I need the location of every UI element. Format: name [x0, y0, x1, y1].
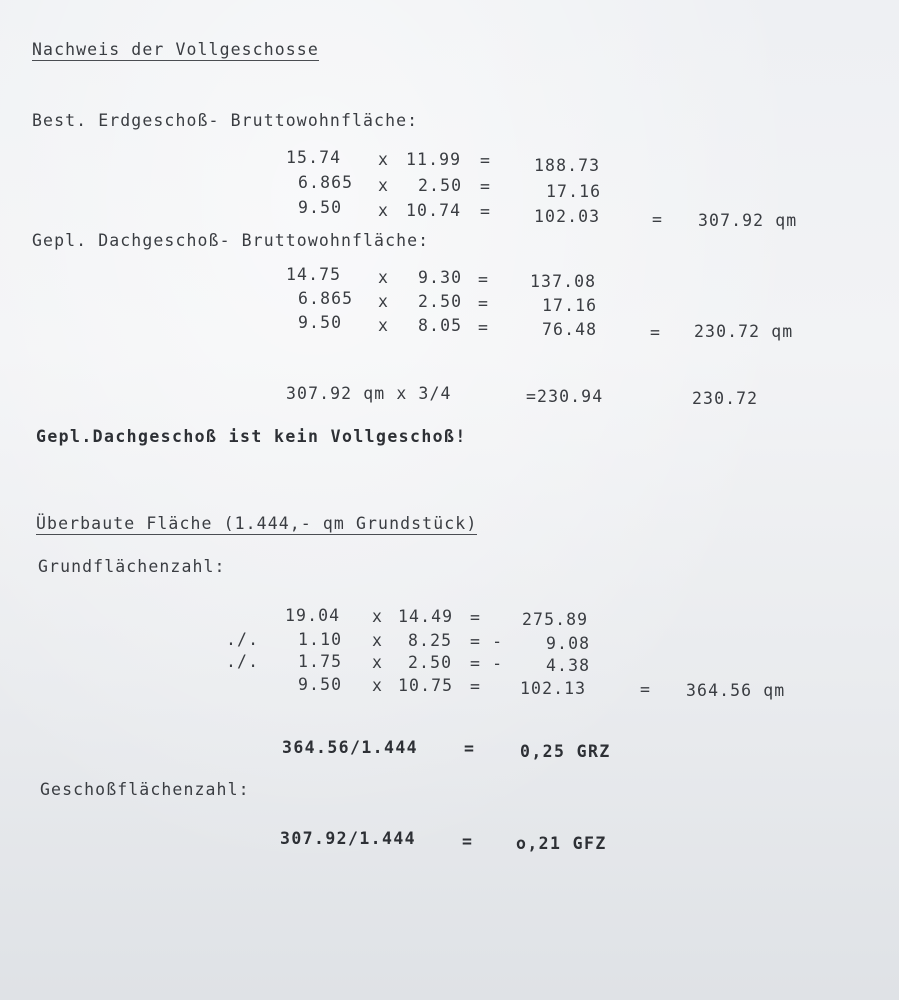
grz-value: 0,25 GRZ	[520, 742, 611, 761]
dg-row1-a: 14.75	[286, 265, 342, 284]
ub-row3-b: 2.50	[408, 653, 453, 672]
page-heading: Nachweis der Vollgeschosse	[32, 40, 319, 59]
dg-row3-eq: =	[478, 318, 490, 337]
grz-eq: =	[464, 739, 476, 758]
eg-row3-b: 10.74	[406, 201, 462, 220]
gfz-eq: =	[462, 832, 474, 851]
ub-row4-eq: =	[470, 677, 482, 696]
ub-row4-a: 9.50	[298, 675, 343, 694]
eg-row1-b: 11.99	[406, 150, 462, 169]
eg-row1-op: x	[378, 150, 390, 169]
ub-row3-result: 4.38	[546, 656, 591, 675]
dg-row2-op: x	[378, 292, 390, 311]
eg-row3-op: x	[378, 201, 390, 220]
dg-row3-op: x	[378, 316, 390, 335]
dg-total: 230.72 qm	[694, 322, 794, 341]
comparison-result: =230.94	[526, 387, 604, 406]
ub-row2-b: 8.25	[408, 631, 453, 650]
comparison-expr: 307.92 qm x 3/4	[286, 384, 452, 403]
grz-calculation: 364.56/1.444	[282, 738, 419, 757]
ub-row2-a: 1.10	[298, 630, 343, 649]
dg-row1-op: x	[378, 268, 390, 287]
dg-row2-b: 2.50	[418, 292, 463, 311]
ub-total-eq: =	[640, 680, 652, 699]
dg-row3-a: 9.50	[298, 313, 343, 332]
conclusion-text: Gepl.Dachgeschoß ist kein Vollgeschoß!	[36, 427, 467, 446]
dg-row1-result: 137.08	[530, 272, 597, 291]
dg-row1-eq: =	[478, 270, 490, 289]
dg-row2-eq: =	[478, 294, 490, 313]
erdgeschoss-label: Best. Erdgeschoß- Bruttowohnfläche:	[32, 111, 419, 130]
ub-row1-a: 19.04	[285, 606, 341, 625]
gfz-label: Geschoßflächenzahl:	[40, 780, 250, 799]
ub-row2-op: x	[372, 631, 384, 650]
eg-row3-a: 9.50	[298, 198, 343, 217]
eg-row2-result: 17.16	[546, 182, 602, 201]
ub-row1-op: x	[372, 607, 384, 626]
dg-row2-a: 6.865	[298, 289, 354, 308]
ub-row3-prefix: ./.	[226, 652, 260, 671]
eg-row2-eq: =	[480, 177, 492, 196]
ub-row2-prefix: ./.	[226, 630, 260, 649]
gfz-calculation: 307.92/1.444	[280, 829, 417, 848]
dachgeschoss-label: Gepl. Dachgeschoß- Bruttowohnfläche:	[32, 231, 430, 250]
eg-row2-op: x	[378, 176, 390, 195]
ub-row1-b: 14.49	[398, 607, 454, 626]
eg-row1-eq: =	[480, 151, 492, 170]
ub-row3-op: x	[372, 653, 384, 672]
eg-row3-result: 102.03	[534, 207, 601, 226]
ub-row1-result: 275.89	[522, 610, 589, 629]
eg-row2-b: 2.50	[418, 176, 463, 195]
ub-row3-eq: = -	[470, 654, 504, 673]
ub-row4-result: 102.13	[520, 679, 587, 698]
gfz-value: o,21 GFZ	[516, 834, 607, 853]
ub-row2-eq: = -	[470, 632, 504, 651]
ub-total: 364.56 qm	[686, 681, 786, 700]
dg-row1-b: 9.30	[418, 268, 463, 287]
dg-row3-b: 8.05	[418, 316, 463, 335]
dg-row3-result: 76.48	[542, 320, 598, 339]
ueberbaut-heading: Überbaute Fläche (1.444,- qm Grundstück)	[36, 514, 478, 533]
dg-total-eq: =	[650, 323, 662, 342]
eg-row3-eq: =	[480, 202, 492, 221]
eg-total: 307.92 qm	[698, 211, 798, 230]
eg-row2-a: 6.865	[298, 173, 354, 192]
grz-label: Grundflächenzahl:	[38, 557, 226, 576]
comparison-value: 230.72	[692, 389, 759, 408]
eg-total-eq: =	[652, 210, 664, 229]
ub-row4-op: x	[372, 676, 384, 695]
eg-row1-result: 188.73	[534, 156, 601, 175]
ub-row3-a: 1.75	[298, 652, 343, 671]
eg-row1-a: 15.74	[286, 148, 342, 167]
ub-row4-b: 10.75	[398, 676, 454, 695]
ub-row2-result: 9.08	[546, 634, 591, 653]
dg-row2-result: 17.16	[542, 296, 598, 315]
ub-row1-eq: =	[470, 608, 482, 627]
